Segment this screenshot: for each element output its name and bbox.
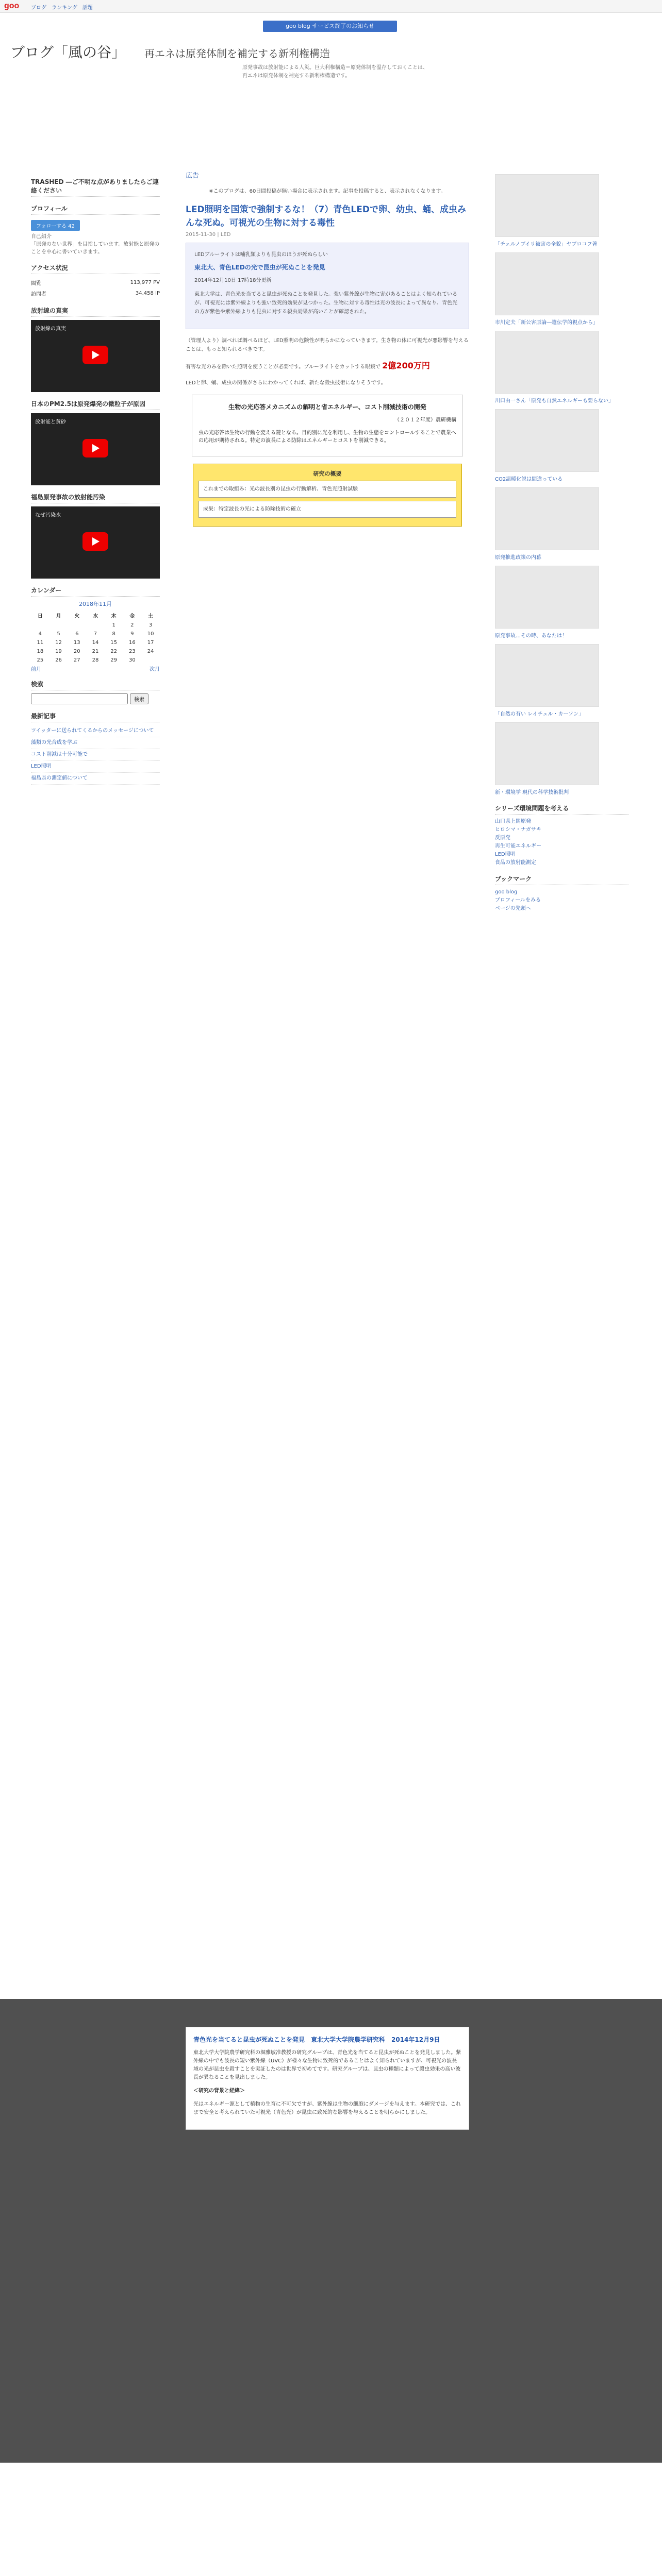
quote-body: 東北大学は、青色光を当てると昆虫が死ぬことを発見した。強い紫外線が生物に害があることはよく知られているが、可視光には紫外線よりも強い致死的効果が見つかった。生物に対する毒性は光の波長によって異なり、青色光の方が紫色や紫外線よりも昆虫に対する殺虫効果が高いことが確認された。 [194,292,457,315]
research-summary-item: これまでの取組み：光の波長別の昆虫の行動解析、青色光照射試験 [198,481,456,498]
profile-text: 自己紹介 「原発のない世界」を目指しています。放射能と原発のことを中心に書いていきます。 [31,234,160,255]
calendar-day[interactable] [141,656,160,665]
calendar-nav [31,665,160,672]
calendar-table [31,610,160,665]
list-item[interactable]: プロフィールをみる [495,897,541,903]
calendar-day[interactable]: 20 [73,649,80,654]
calendar-day[interactable]: 25 [37,657,44,663]
series-links-heading: シリーズ環境問題を考える [495,804,629,815]
play-icon[interactable] [82,346,108,364]
book-image[interactable] [495,409,599,472]
video2-heading: 日本のPM2.5は原発爆発の微粒子が原因 [31,399,160,410]
list-item[interactable]: 食品の放射能測定 [495,860,536,866]
book-caption[interactable]: 新・環境学 現代の科学技術批判 [495,790,569,795]
calendar-prev-link[interactable]: 前月 [31,667,41,672]
calendar-day[interactable]: 23 [129,649,136,654]
recent-list [31,725,160,785]
calendar-day[interactable]: 18 [37,649,44,654]
calendar-day[interactable]: 14 [92,640,99,646]
research-summary-image [193,464,462,527]
calendar-day[interactable]: 3 [148,622,153,628]
video-embed[interactable] [31,320,160,392]
calendar-day[interactable]: 17 [147,640,154,646]
calendar-day[interactable]: 26 [55,657,62,663]
press-release-title: 青色光を当てると昆虫が死ぬことを発見 東北大学大学院農学研究科 2014年12月9日 [193,2036,440,2043]
blog-subtitle: 再エネは原発体制を補完する新利権構造 [144,48,330,60]
calendar-next-link[interactable]: 次月 [150,667,160,672]
calendar-day[interactable]: 30 [129,657,136,663]
main-content [186,170,469,534]
profile-heading: プロフィール [31,204,160,215]
bookmark-heading: ブックマーク [495,874,629,885]
calendar-day[interactable]: 9 [130,631,134,637]
book-caption[interactable]: CO2温暖化説は間違っている [495,477,563,482]
list-item[interactable]: 反原発 [495,835,510,841]
quote-intro: LEDブルーライトは哺乳類よりも昆虫のほうが死ぬらしい [194,252,328,258]
blog-header [0,37,662,94]
calendar-day[interactable]: 5 [57,631,60,637]
top-nav-blog[interactable]: ブログ [31,5,46,11]
book-image[interactable] [495,252,599,315]
access-value: 113,977 PV [130,280,160,285]
calendar-day[interactable]: 12 [55,640,62,646]
calendar-day[interactable]: 6 [75,631,79,637]
document-body: 虫の光応答は生物の行動を変える鍵となる。目的別に光を利用し、生物の生態をコントロールすることで農業への応用が期待される。特定の波長による防除はエネルギーとコストを削減できる。 [198,430,456,444]
research-summary-title: 研究の概要 [313,470,342,477]
calendar-weekday: 日 [37,614,43,619]
calendar-weekday: 水 [92,614,98,619]
access-table [31,277,160,299]
quote-box [186,243,469,329]
access-heading: アクセス状況 [31,263,160,274]
quote-date: 2014年12月10日 17時18分更新 [194,278,272,283]
document-subtitle: （２０１２年度）農研機構 [394,417,456,423]
video3-heading: 福島原発事故の放射能汚染 [31,493,160,503]
calendar-day[interactable]: 15 [110,640,118,646]
list-item[interactable]: コスト削減は十分可能で [31,749,160,761]
search-input[interactable] [31,693,128,704]
list-item[interactable]: LED照明 [495,852,516,857]
video-title: 放射線の真実 [35,326,66,332]
calendar-month: 2018年11月 [79,601,112,607]
calendar-day[interactable]: 24 [147,649,154,654]
press-release-image [186,2027,469,2130]
bookmark-list [495,888,629,913]
list-item[interactable]: LED照明 [31,761,160,773]
book-image[interactable] [495,331,599,394]
book-image[interactable] [495,644,599,707]
book-caption[interactable]: 「自然の有い レイチェル・カーソン」 [495,711,584,717]
follow-button[interactable]: フォローする 42 [31,220,80,231]
calendar-day[interactable]: 2 [130,622,134,628]
list-item[interactable]: ツイッターに送られてくるからのメッセージについて [31,725,160,737]
series-links [495,818,629,867]
calendar-day[interactable]: 28 [92,657,99,663]
list-item[interactable]: ページの先頭へ [495,906,531,911]
profile-owner: TRASHED ―ご不明な点がありましたらご連絡ください [31,177,160,197]
service-end-notice[interactable]: goo blog サービス終了のお知らせ [263,21,397,32]
recent-heading: 最新記事 [31,711,160,722]
top-nav-topics[interactable]: 話題 [82,5,93,11]
calendar-day[interactable]: 16 [129,640,136,646]
calendar-weekday: 金 [129,614,135,619]
article-paragraph: LEDと卵、蛹、成虫の関係がさらにわかってくれば、新たな殺虫技術になりそうです。 [186,380,386,386]
calendar-day[interactable] [31,621,49,630]
left-sidebar [31,170,160,785]
video-embed[interactable] [31,506,160,579]
calendar-day[interactable] [68,621,86,630]
calendar-day[interactable] [86,621,105,630]
ad-label: 広告 [186,172,200,180]
press-release-subheading: ＜研究の背景と経緯＞ [193,2088,245,2094]
list-item[interactable]: 福島県の測定値について [31,773,160,785]
calendar-weekday: 火 [74,614,80,619]
calendar-day[interactable]: 11 [37,640,44,646]
article-paragraph: （管理人より）調べれば調べるほど、LED照明の危険性が明らかになっていきます。生き物の体に可視光が悪影響を与えることは、もっと知られるべきです。 [186,338,469,352]
price-highlight: 2億200万円 [382,361,430,370]
press-release [186,2020,469,2137]
book-caption[interactable]: 原発推進政策の内幕 [495,555,541,561]
book-caption[interactable]: 原発事故…その時、あなたは！ [495,633,567,639]
list-item[interactable]: 藻類の光合成を学ぶ [31,737,160,749]
blog-description: 原発事故は放射能による人災。巨大利権構造＝原発体制を温存しておくことは、再エネは原発体制を補完する新利権構造です。 [242,65,428,79]
blog-title[interactable]: ブログ「風の谷」 [10,44,126,60]
document-image [192,395,463,456]
book-caption[interactable]: 川口由一さん「原発も自然エネルギーも要らない」 [495,398,614,404]
calendar-weekday: 土 [148,614,154,619]
calendar-day[interactable] [49,621,68,630]
book-image[interactable] [495,174,599,237]
book-caption[interactable]: 市川定夫「新公害原論―遺伝学的視点から」 [495,320,598,326]
book-caption[interactable]: 「チェルノブイリ被害の全貌」ヤブロコフ著 [495,242,598,247]
list-item[interactable]: goo blog [495,889,518,895]
calendar-day[interactable]: 13 [73,640,80,646]
calendar-weekday: 月 [56,614,61,619]
video-embed[interactable] [31,413,160,485]
calendar-day[interactable]: 19 [55,649,62,654]
goo-logo[interactable]: goo [4,2,20,10]
post-date: 2015-11-30 | LED [186,232,231,238]
calendar-day[interactable]: 10 [147,631,154,637]
search-heading: 検索 [31,680,160,690]
right-sidebar [495,170,629,913]
book-image[interactable] [495,722,599,785]
video-title: なぜ汚染水 [35,513,61,518]
ad-note: ※このブログは、60日間投稿が無い場合に表示されます。記事を投稿すると、表示されなくなります。 [209,189,446,194]
calendar-heading: カレンダー [31,586,160,597]
article-text: 有害な光のみを除いた照明を使うことが必要です。ブルーライトをカットする眼鏡で [186,364,381,370]
calendar-day[interactable]: 4 [38,631,42,637]
list-item[interactable]: ヒロシマ・ナガサキ [495,827,541,833]
list-item[interactable]: 再生可能エネルギー [495,843,541,849]
press-release-body: 東北大学大学院農学研究科の堀雅敏准教授の研究グループは、青色光を当てると昆虫が死ぬことを発見しました。紫外線の中でも波長の短い紫外線（UVC）が様々な生物に致死的であることはよく知られていますが、可視光の波長域の光が昆虫を殺すことを実証したのは世界で初めてです。研究グループは、昆虫の種類によって殺虫効果の高い波長が異なることを見出しました。 [193,2050,461,2080]
calendar-day[interactable]: 7 [93,631,97,637]
book-image[interactable] [495,566,599,629]
book-image[interactable] [495,487,599,550]
post-title[interactable]: LED照明を国策で強制するな！（7）青色LEDで卵、幼虫、蛹、成虫みんな死ぬ。可視光の生物に対する毒性 [186,205,466,228]
list-item[interactable]: 山口県上関原発 [495,819,531,824]
quote-heading: 東北大、青色LEDの光で昆虫が死ぬことを発見 [194,264,325,271]
top-nav [31,3,93,11]
search-button[interactable]: 検索 [130,693,148,704]
research-summary-item: 成果：特定波長の光による防除技術の確立 [198,501,456,518]
access-value: 34,458 IP [135,291,160,296]
video-title: 放射能と黄砂 [35,419,66,425]
document-title: 生物の光応答メカニズムの解明と省エネルギー、コスト削減技術の開発 [228,403,426,411]
calendar-day[interactable]: 8 [112,631,115,637]
calendar-day[interactable]: 29 [110,657,118,663]
access-label: 訪問者 [31,292,46,297]
goo-topbar [0,0,662,13]
access-label: 閲覧 [31,281,41,286]
calendar-weekday: 木 [111,614,117,619]
calendar-day[interactable]: 22 [110,649,118,654]
top-nav-ranking[interactable]: ランキング [52,5,77,11]
calendar-day[interactable]: 1 [112,622,115,628]
search-box [31,693,160,704]
play-icon[interactable] [82,439,108,457]
play-icon[interactable] [82,532,108,551]
video1-heading: 放射線の真実 [31,306,160,317]
calendar-day[interactable]: 27 [73,657,80,663]
article-paragraph [186,361,469,371]
press-release-body: 光はエネルギー源として植物の生育に不可欠ですが、紫外線は生物の細胞にダメージを与えます。本研究では、これまで安全と考えられていた可視光（青色光）が昆虫に致死的な影響を与えることを明らかにしました。 [193,2102,461,2115]
calendar-day[interactable]: 21 [92,649,99,654]
